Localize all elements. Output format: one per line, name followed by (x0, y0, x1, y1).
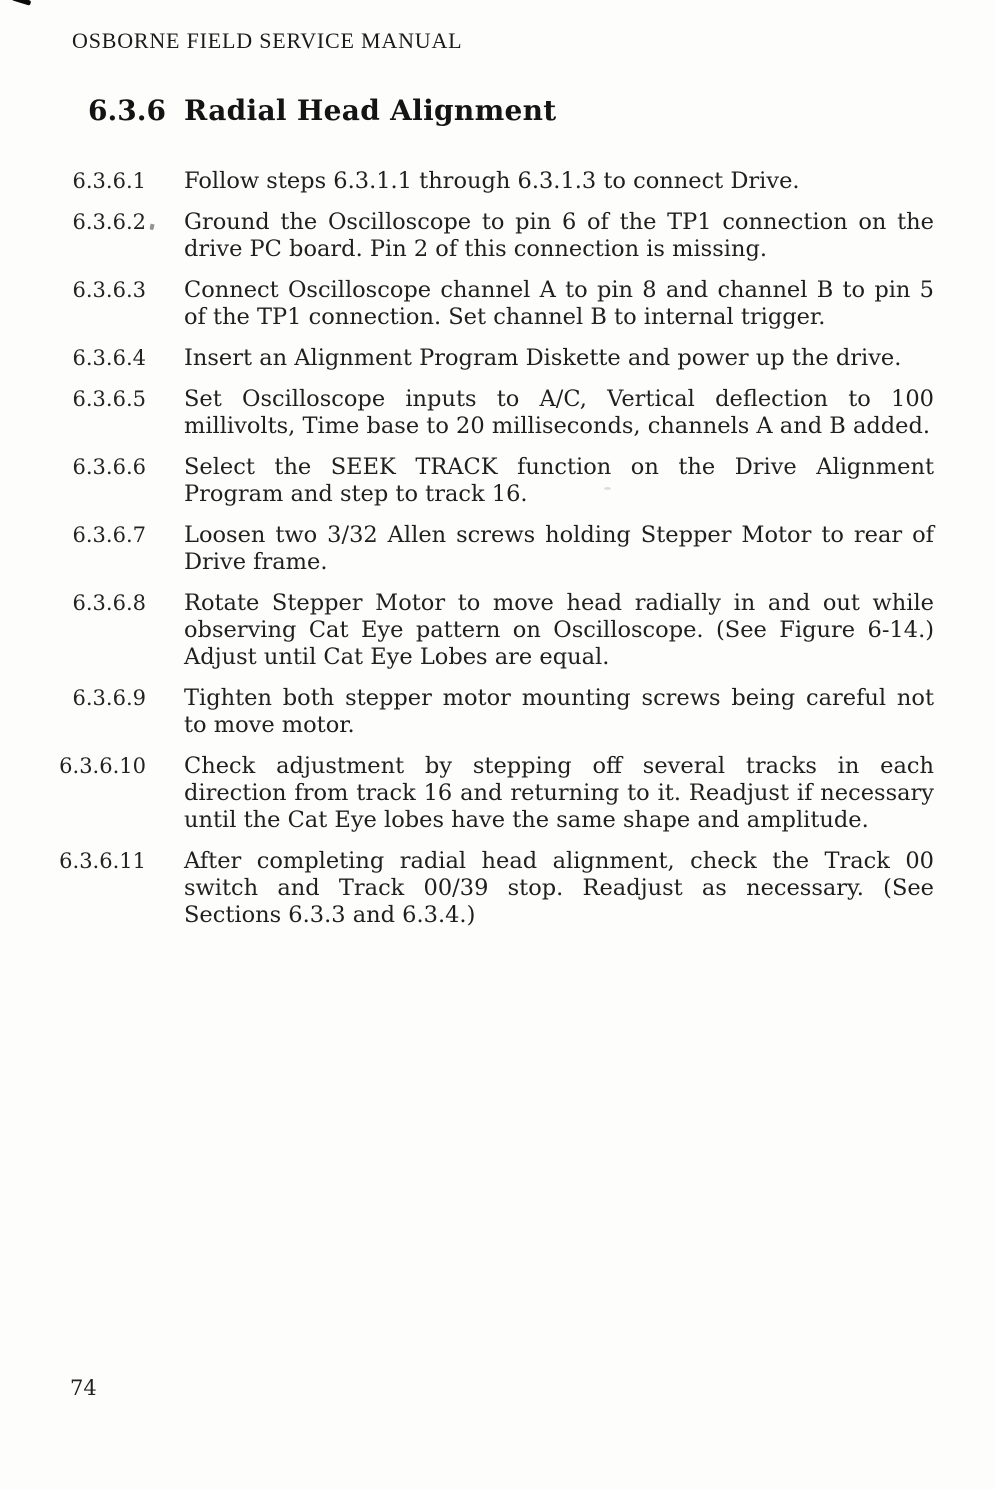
step-text: Insert an Alignment Program Diskette and power up the drive. (184, 345, 902, 371)
step-item (0, 168, 960, 195)
step-text: Loosen two 3/32 Allen screws holding Stepper Motor to rear of Drive frame. (184, 522, 934, 575)
step-item (0, 386, 960, 440)
step-item (0, 848, 960, 929)
step-item (0, 590, 960, 671)
step-number: 6.3.6.1 (72, 169, 146, 193)
manual-title: OSBORNE FIELD SERVICE MANUAL (72, 28, 463, 53)
step-item (0, 753, 960, 834)
page-header (72, 28, 462, 54)
step-number: 6.3.6.2 (72, 210, 146, 234)
step-text: Follow steps 6.3.1.1 through 6.3.1.3 to connect Drive. (184, 168, 800, 194)
step-text: Set Oscilloscope inputs to A/C, Vertical deflection to 100 millivolts, Time base to 20 milliseconds, channels A and B added. (184, 386, 934, 439)
step-number: 6.3.6.3 (72, 278, 146, 302)
step-number: 6.3.6.6 (72, 455, 146, 479)
step-text: Check adjustment by stepping off several tracks in each direction from track 16 and returning to it. Readjust if necessary until the Cat Eye lobes have the same shape and amplitude. (184, 753, 934, 833)
step-text: Select the SEEK TRACK function on the Drive Alignment Program and step to track 16. (184, 454, 934, 507)
step-text: Tighten both stepper motor mounting screws being careful not to move motor. (184, 685, 934, 738)
section-title: Radial Head Alignment (184, 94, 557, 127)
step-item (0, 277, 960, 331)
step-text: Rotate Stepper Motor to move head radially in and out while observing Cat Eye pattern on Oscilloscope. (See Figure 6-14.) Adjust until Cat Eye Lobes are equal. (184, 590, 934, 670)
scan-artifact-top-left (12, 0, 32, 6)
step-number: 6.3.6.7 (72, 523, 146, 547)
step-text: Connect Oscilloscope channel A to pin 8 and channel B to pin 5 of the TP1 connection. Set channel B to internal trigger. (184, 277, 934, 330)
step-text: Ground the Oscilloscope to pin 6 of the TP1 connection on the drive PC board. Pin 2 of this connection is missing. (184, 209, 934, 262)
step-number: 6.3.6.5 (72, 387, 146, 411)
step-item (0, 454, 960, 508)
step-number: 6.3.6.4 (72, 346, 146, 370)
step-number: 6.3.6.11 (59, 849, 146, 873)
step-item (0, 685, 960, 739)
step-number: 6.3.6.8 (72, 591, 146, 615)
step-text: After completing radial head alignment, check the Track 00 switch and Track 00/39 stop. Readjust as necessary. (See Sections 6.3.3 and 6.3.4.) (184, 848, 934, 928)
step-number: 6.3.6.9 (72, 686, 146, 710)
step-item (0, 522, 960, 576)
procedure-steps (0, 168, 960, 943)
step-item (0, 345, 960, 372)
step-number: 6.3.6.10 (59, 754, 146, 778)
page-number: 74 (70, 1376, 97, 1400)
step-item (0, 209, 960, 263)
section-number: 6.3.6 (88, 94, 166, 127)
